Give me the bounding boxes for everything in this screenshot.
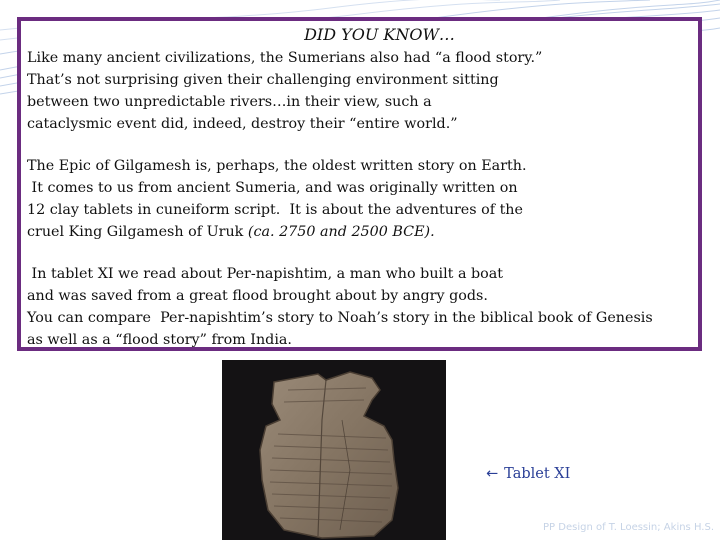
clay-tablet-illustration — [222, 360, 446, 540]
paragraph-line: between two unpredictable rivers…in their view, such a — [27, 94, 432, 110]
paragraph-line: That’s not surprising given their challenging environment sitting — [27, 72, 499, 88]
paragraph-line: It comes to us from ancient Sumeria, and was originally written on — [27, 180, 518, 196]
text-box — [17, 17, 702, 351]
paragraph-line: In tablet XI we read about Per-napishtim, a man who built a boat — [27, 266, 504, 282]
paragraph-line: Like many ancient civilizations, the Sumerians also had “a flood story.” — [27, 50, 543, 66]
paragraph-line: cataclysmic event did, indeed, destroy their “entire world.” — [27, 116, 458, 132]
tablet-xi-photo — [222, 360, 446, 540]
caption-text: Tablet XI — [504, 466, 571, 482]
paragraph-tablet-xi — [27, 263, 692, 351]
paragraph-line: You can compare Per-napishtim’s story to Noah’s story in the biblical book of Genesis — [27, 310, 653, 326]
paragraph-line: 12 clay tablets in cuneiform script. It is about the adventures of the — [27, 202, 523, 218]
paragraph-sumerian-flood — [27, 47, 692, 135]
slide-footer-credit: PP Design of T. Loessin; Akins H.S. — [543, 522, 714, 533]
paragraph-line: as well as a “flood story” from India. — [27, 332, 292, 348]
paragraph-line-text: cruel King Gilgamesh of Uruk — [27, 224, 248, 240]
arrow-left-icon: ← — [486, 466, 499, 482]
slide-title: DID YOU KNOW… — [304, 25, 455, 44]
paragraph-line: and was saved from a great flood brought about by angry gods. — [27, 288, 488, 304]
paragraph-line — [27, 221, 692, 243]
date-range: (ca. 2750 and 2500 BCE). — [247, 224, 435, 240]
image-caption — [486, 466, 570, 482]
paragraph-line: The Epic of Gilgamesh is, perhaps, the oldest written story on Earth. — [27, 158, 527, 174]
paragraph-gilgamesh — [27, 155, 692, 243]
